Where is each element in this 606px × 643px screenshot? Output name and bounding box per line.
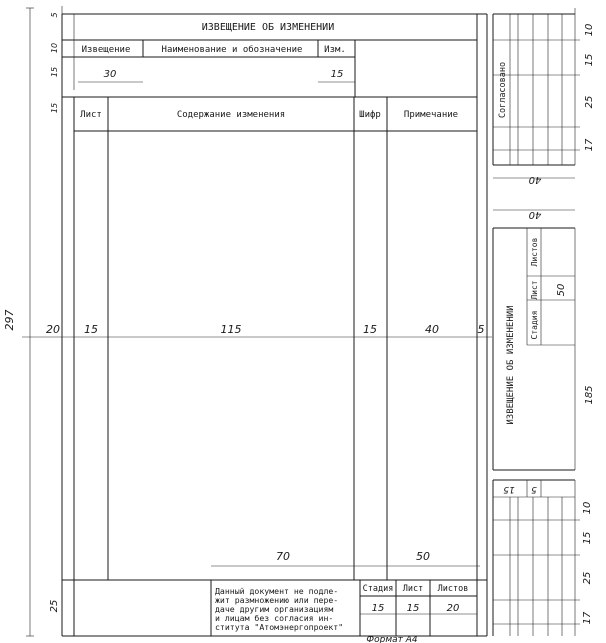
dim-col2: 115 [220,323,242,336]
dim-stage: 15 [371,603,385,614]
dim-sheet: 15 [406,603,420,614]
form-title: ИЗВЕЩЕНИЕ ОБ ИЗМЕНЕНИИ [201,22,335,33]
dim-col1: 15 [84,323,98,336]
disclaimer-line-5: ститута "Атомэнергопроект" [215,622,344,632]
side-bottom-dim-row4: 17 [582,611,593,625]
main-frame [62,14,487,636]
dim-right-margin: 5 [477,323,485,336]
side-dim-row1: 10 [584,23,595,37]
disclaimer-line-2: жит размножению или пере- [215,595,339,605]
side-bottom-dim-row2: 15 [582,531,593,545]
dim-col4: 40 [425,323,439,336]
side-agreed-label: Согласовано [498,61,508,119]
col-content: Содержание изменения [176,110,286,120]
col-note: Примечание [403,110,459,120]
dim-sheets: 20 [446,603,460,614]
dim-row3: 15 [50,66,59,78]
disclaimer-line-3: даче другим организациям [215,604,334,614]
dim-footer-height: 25 [49,599,60,613]
dim-notice-width: 30 [103,69,117,80]
side-sheet-label: Лист [530,280,539,300]
side-sheets-label: Листов [530,237,539,267]
side-dim-width-mid: 40 [528,209,542,220]
rev-label: Изм. [324,45,346,55]
footer-stage-label: Стадия [362,584,394,594]
dim-row1: 5 [50,12,59,18]
notice-label: Извещение [81,45,131,55]
side-dim-row4: 17 [584,138,595,152]
side-bottom-dim-row3: 25 [582,571,593,585]
side-stage-label: Стадия [530,310,539,340]
disclaimer-line-1: Данный документ не подле- [215,586,339,596]
side-bottom-dim-b: 5 [531,484,537,494]
col-sheet: Лист [80,110,102,120]
dim-left-margin: 20 [46,323,60,336]
dim-rev-width: 15 [330,69,344,80]
disclaimer-line-4: и лицам без согласия ин- [215,613,334,623]
footer-sheets-label: Листов [437,584,469,594]
dim-total-height: 297 [3,309,16,331]
footer-sheet-label: Лист [402,584,424,594]
dim-col3: 15 [363,323,377,336]
total-height-dimension [26,8,34,636]
side-notice-vertical: ИЗВЕЩЕНИЕ ОБ ИЗМЕНЕНИИ [506,305,516,425]
side-dim-row2: 15 [584,53,595,67]
dim-row4: 15 [50,102,59,114]
side-bottom-dim-a: 15 [503,484,515,494]
name-designation-label: Наименование и обозначение [161,45,303,55]
side-dim-185: 185 [584,385,595,405]
format-label: Формат А4 [366,635,418,643]
side-bottom-dim-row1: 10 [582,501,593,515]
dim-row2: 10 [50,42,59,54]
side-dim-row3: 25 [584,95,595,109]
col-code: Шифр [359,110,381,120]
side-dim-width-top: 40 [528,174,542,185]
side-dim-50: 50 [556,283,567,297]
side-bottom-block [493,480,580,636]
dim-footer-left: 70 [276,550,290,563]
dim-footer-right: 50 [416,550,430,563]
